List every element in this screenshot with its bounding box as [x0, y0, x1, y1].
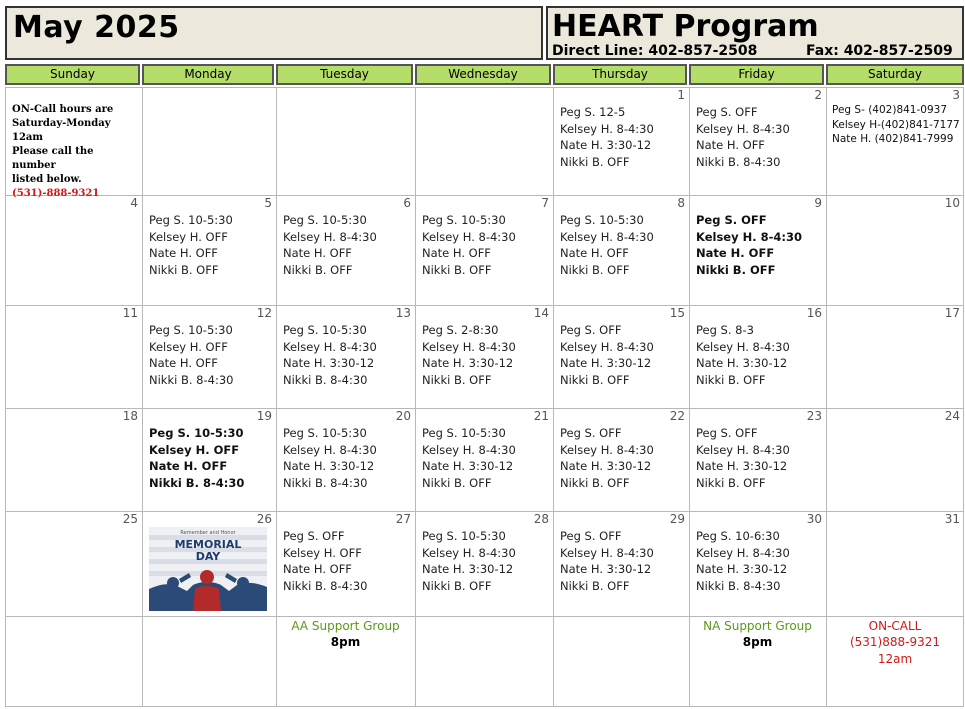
- schedule-entry: Nate H. 3:30-12: [696, 459, 788, 473]
- schedule-entry: Kelsey H. 8-4:30: [560, 545, 654, 560]
- calendar-day-cell: [553, 195, 689, 305]
- staff-schedule: [560, 104, 654, 170]
- calendar-day-cell: [276, 195, 415, 305]
- calendar-day-cell: [5, 305, 142, 408]
- staff-schedule: [696, 322, 790, 388]
- day-number: 12: [256, 306, 272, 320]
- day-number: 17: [944, 306, 960, 320]
- schedule-entry: Kelsey H. 8-4:30: [422, 545, 516, 560]
- schedule-entry: Nikki B. OFF: [283, 262, 353, 277]
- schedule-entry: Nate H. OFF: [149, 356, 218, 370]
- schedule-entry: Nate H. OFF: [560, 246, 629, 260]
- schedule-entry: Kelsey H. 8-4:30: [283, 442, 377, 457]
- schedule-entry: Peg S. 10-5:30: [283, 213, 367, 227]
- day-number: 28: [533, 512, 549, 526]
- staff-schedule: [422, 425, 516, 491]
- day-header-thursday: Thursday: [553, 64, 687, 85]
- staff-schedule: [560, 212, 654, 278]
- schedule-entry: Nikki B. 8-4:30: [696, 154, 781, 169]
- calendar-day-cell: [142, 305, 276, 408]
- schedule-entry: Nikki B. 8-4:30: [696, 578, 781, 593]
- schedule-entry: Peg S. OFF: [696, 426, 758, 440]
- day-number: 11: [122, 306, 138, 320]
- memorial-small-text: Remember and Honor: [180, 530, 236, 536]
- schedule-entry: Kelsey H. OFF: [149, 442, 240, 457]
- day-header-friday: Friday: [689, 64, 824, 85]
- day-number: 6: [403, 196, 411, 210]
- calendar-day-cell: [689, 408, 826, 511]
- day-number: 2: [814, 88, 822, 102]
- on-call-info-note: [12, 103, 137, 201]
- schedule-entry: Kelsey H. 8-4:30: [696, 442, 790, 457]
- staff-schedule: [560, 425, 654, 491]
- contact-number: Kelsey H-(402)841-7177: [832, 118, 960, 131]
- day-number: 3: [952, 88, 960, 102]
- day-number: 24: [944, 409, 960, 423]
- staff-schedule: [149, 212, 233, 278]
- memorial-title-day: DAY: [195, 550, 221, 563]
- schedule-entry: Nikki B. OFF: [422, 372, 492, 387]
- schedule-entry: Nate H. OFF: [149, 459, 228, 473]
- on-call-time: 12am: [877, 652, 913, 666]
- schedule-entry: Kelsey H. 8-4:30: [560, 442, 654, 457]
- program-title: HEART Program: [552, 9, 819, 44]
- on-call-cell: [826, 616, 964, 707]
- schedule-entry: Nate H. 3:30-12: [283, 459, 375, 473]
- calendar-day-cell: [415, 511, 553, 616]
- calendar-day-cell: [826, 408, 964, 511]
- info-note-line: Saturday-Monday 12am: [12, 118, 111, 143]
- day-number: 15: [669, 306, 685, 320]
- calendar-day-cell: [276, 305, 415, 408]
- schedule-entry: Nate H. 3:30-12: [422, 459, 514, 473]
- calendar-day-cell: [826, 305, 964, 408]
- schedule-entry: Nate H. OFF: [696, 246, 775, 260]
- schedule-entry: Nate H. 3:30-12: [283, 356, 375, 370]
- calendar-grid: [5, 87, 964, 707]
- calendar-day-cell: [415, 87, 553, 195]
- schedule-entry: Kelsey H. 8-4:30: [422, 442, 516, 457]
- calendar-day-cell: [142, 511, 276, 616]
- calendar-day-cell: [826, 87, 964, 195]
- schedule-entry: Peg S. 10-5:30: [422, 529, 506, 543]
- day-number: 13: [395, 306, 411, 320]
- calendar-day-cell: [826, 195, 964, 305]
- schedule-entry: Nikki B. 8-4:30: [283, 372, 368, 387]
- schedule-entry: Peg S. 10-5:30: [149, 213, 233, 227]
- day-number: 25: [122, 512, 138, 526]
- schedule-entry: Nikki B. OFF: [422, 578, 492, 593]
- staff-schedule: [283, 528, 367, 594]
- calendar-day-cell: [826, 511, 964, 616]
- calendar-day-cell: [276, 87, 415, 195]
- schedule-entry: Nikki B. OFF: [560, 578, 630, 593]
- day-number: 26: [256, 512, 272, 526]
- schedule-entry: Nikki B. 8-4:30: [283, 578, 368, 593]
- on-call-phone-number: (531)888-9321: [849, 635, 941, 649]
- day-number: 22: [669, 409, 685, 423]
- schedule-entry: Peg S. 12-5: [560, 105, 626, 119]
- schedule-entry: Peg S. 2-8:30: [422, 323, 499, 337]
- calendar-day-cell: [5, 408, 142, 511]
- on-call-label: ON-CALL: [868, 619, 922, 633]
- na-support-group-cell: [689, 616, 826, 707]
- schedule-entry: Nikki B. OFF: [422, 262, 492, 277]
- calendar-day-cell: [142, 195, 276, 305]
- schedule-entry: Peg S. 10-6:30: [696, 529, 780, 543]
- na-support-group-time: 8pm: [742, 635, 773, 649]
- calendar-day-cell: [5, 87, 142, 199]
- calendar-day-cell: [553, 87, 689, 195]
- staff-schedule: [283, 322, 377, 388]
- staff-contact-numbers: [832, 103, 960, 147]
- staff-schedule: [696, 528, 790, 594]
- schedule-entry: Kelsey H. 8-4:30: [283, 229, 377, 244]
- staff-schedule: [283, 425, 377, 491]
- day-number: 31: [944, 512, 960, 526]
- staff-schedule: [149, 322, 233, 388]
- schedule-entry: Nate H. OFF: [283, 246, 352, 260]
- schedule-entry: Kelsey H. 8-4:30: [560, 229, 654, 244]
- schedule-entry: Peg S. 10-5:30: [283, 323, 367, 337]
- calendar-day-cell: [142, 87, 276, 195]
- staff-schedule: [696, 104, 790, 170]
- calendar-day-cell: [415, 195, 553, 305]
- staff-schedule: [696, 212, 802, 278]
- calendar-day-cell: [276, 511, 415, 616]
- schedule-entry: Peg S. OFF: [560, 426, 622, 440]
- schedule-entry: Kelsey H. 8-4:30: [696, 545, 790, 560]
- schedule-entry: Peg S. 10-5:30: [149, 323, 233, 337]
- schedule-entry: Kelsey H. 8-4:30: [696, 229, 802, 244]
- day-number: 1: [677, 88, 685, 102]
- schedule-entry: Peg S. OFF: [696, 105, 758, 119]
- calendar-day-cell: [689, 305, 826, 408]
- day-number: 9: [814, 196, 822, 210]
- schedule-entry: Kelsey H. 8-4:30: [283, 339, 377, 354]
- schedule-entry: Kelsey H. OFF: [283, 545, 362, 560]
- schedule-entry: Peg S. OFF: [283, 529, 345, 543]
- staff-schedule: [422, 322, 516, 388]
- day-number: 14: [533, 306, 549, 320]
- schedule-entry: Nate H. OFF: [149, 246, 218, 260]
- day-number: 7: [541, 196, 549, 210]
- staff-schedule: [696, 425, 790, 491]
- schedule-entry: Nikki B. 8-4:30: [149, 475, 245, 490]
- calendar-day-cell: [553, 511, 689, 616]
- schedule-entry: Peg S. OFF: [560, 529, 622, 543]
- staff-schedule: [283, 212, 377, 278]
- schedule-entry: Peg S. 10-5:30: [560, 213, 644, 227]
- day-number: 29: [669, 512, 685, 526]
- calendar-day-cell: [689, 195, 826, 305]
- schedule-entry: Nikki B. OFF: [560, 372, 630, 387]
- info-note-line: ON-Call hours are: [12, 104, 114, 115]
- info-note-line: Please call the number: [12, 146, 94, 171]
- schedule-entry: Peg S. OFF: [696, 213, 767, 227]
- schedule-entry: Nate H. 3:30-12: [696, 562, 788, 576]
- schedule-entry: Nikki B. OFF: [696, 475, 766, 490]
- day-header-saturday: Saturday: [826, 64, 964, 85]
- schedule-entry: Nikki B. 8-4:30: [283, 475, 368, 490]
- day-number: 4: [130, 196, 138, 210]
- day-number: 18: [122, 409, 138, 423]
- schedule-entry: Nate H. 3:30-12: [422, 356, 514, 370]
- schedule-entry: Nikki B. OFF: [560, 154, 630, 169]
- calendar-day-cell: [276, 408, 415, 511]
- schedule-entry: Kelsey H. OFF: [149, 229, 228, 244]
- na-support-group-name: NA Support Group: [703, 619, 812, 633]
- fax-number: Fax: 402-857-2509: [806, 43, 953, 59]
- schedule-entry: Kelsey H. 8-4:30: [696, 339, 790, 354]
- memorial-title: MEMORIAL: [174, 538, 242, 551]
- day-number: 19: [256, 409, 272, 423]
- day-number: 16: [806, 306, 822, 320]
- schedule-entry: Nikki B. 8-4:30: [149, 372, 234, 387]
- staff-schedule: [422, 528, 516, 594]
- schedule-entry: Kelsey H. 8-4:30: [422, 229, 516, 244]
- month-title-box: [5, 6, 543, 60]
- contact-number: Nate H. (402)841-7999: [832, 133, 954, 145]
- staff-schedule: [560, 322, 654, 388]
- schedule-entry: Nikki B. OFF: [560, 475, 630, 490]
- schedule-entry: Nate H. 3:30-12: [560, 138, 652, 152]
- aa-support-group-cell: [276, 616, 415, 707]
- staff-schedule: [149, 425, 244, 491]
- day-number: 23: [806, 409, 822, 423]
- schedule-entry: Nate H. 3:30-12: [696, 356, 788, 370]
- schedule-entry: Nate H. OFF: [696, 138, 765, 152]
- day-number: 21: [533, 409, 549, 423]
- aa-support-group-name: AA Support Group: [291, 619, 400, 633]
- schedule-entry: Peg S. 10-5:30: [283, 426, 367, 440]
- calendar-day-cell: [553, 305, 689, 408]
- schedule-entry: Nate H. OFF: [422, 246, 491, 260]
- staff-schedule: [422, 212, 516, 278]
- schedule-entry: Peg S. 8-3: [696, 323, 754, 337]
- day-header-sunday: Sunday: [5, 64, 140, 85]
- schedule-entry: Kelsey H. 8-4:30: [560, 339, 654, 354]
- day-number: 27: [395, 512, 411, 526]
- day-number: 5: [264, 196, 272, 210]
- calendar-day-cell: [553, 408, 689, 511]
- day-number: 10: [944, 196, 960, 210]
- schedule-entry: Nate H. OFF: [283, 562, 352, 576]
- schedule-entry: Peg S. 10-5:30: [422, 213, 506, 227]
- direct-line: Direct Line: 402-857-2508: [552, 43, 758, 59]
- schedule-entry: Kelsey H. OFF: [149, 339, 228, 354]
- schedule-entry: Nate H. 3:30-12: [560, 562, 652, 576]
- info-note-line: listed below.: [12, 174, 82, 185]
- schedule-entry: Kelsey H. 8-4:30: [422, 339, 516, 354]
- schedule-entry: Nate H. 3:30-12: [560, 459, 652, 473]
- schedule-entry: Nate H. 3:30-12: [422, 562, 514, 576]
- month-title: May 2025: [13, 10, 180, 45]
- day-number: 30: [806, 512, 822, 526]
- schedule-entry: Nikki B. OFF: [422, 475, 492, 490]
- day-number: 20: [395, 409, 411, 423]
- schedule-entry: Peg S. 10-5:30: [422, 426, 506, 440]
- schedule-entry: Nikki B. OFF: [696, 262, 776, 277]
- memorial-day-image: [149, 527, 267, 611]
- contact-number: Peg S- (402)841-0937: [832, 104, 947, 116]
- calendar-day-cell: [5, 195, 142, 305]
- day-header-monday: Monday: [142, 64, 274, 85]
- schedule-entry: Peg S. OFF: [560, 323, 622, 337]
- schedule-entry: Nikki B. OFF: [696, 372, 766, 387]
- program-title-box: [546, 6, 964, 60]
- staff-schedule: [560, 528, 654, 594]
- day-header-tuesday: Tuesday: [276, 64, 413, 85]
- day-header-wednesday: Wednesday: [415, 64, 551, 85]
- calendar-day-cell: [5, 511, 142, 616]
- calendar-day-cell: [142, 408, 276, 511]
- schedule-entry: Nate H. 3:30-12: [560, 356, 652, 370]
- schedule-entry: Nikki B. OFF: [560, 262, 630, 277]
- schedule-entry: Kelsey H. 8-4:30: [560, 121, 654, 136]
- calendar-day-cell: [689, 87, 826, 195]
- schedule-entry: Peg S. 10-5:30: [149, 426, 244, 440]
- calendar-day-cell: [415, 408, 553, 511]
- aa-support-group-time: 8pm: [330, 635, 361, 649]
- schedule-entry: Nikki B. OFF: [149, 262, 219, 277]
- calendar-day-cell: [415, 305, 553, 408]
- schedule-entry: Kelsey H. 8-4:30: [696, 121, 790, 136]
- day-number: 8: [677, 196, 685, 210]
- on-call-phone: (531)-888-9321: [12, 188, 100, 199]
- calendar-day-cell: [689, 511, 826, 616]
